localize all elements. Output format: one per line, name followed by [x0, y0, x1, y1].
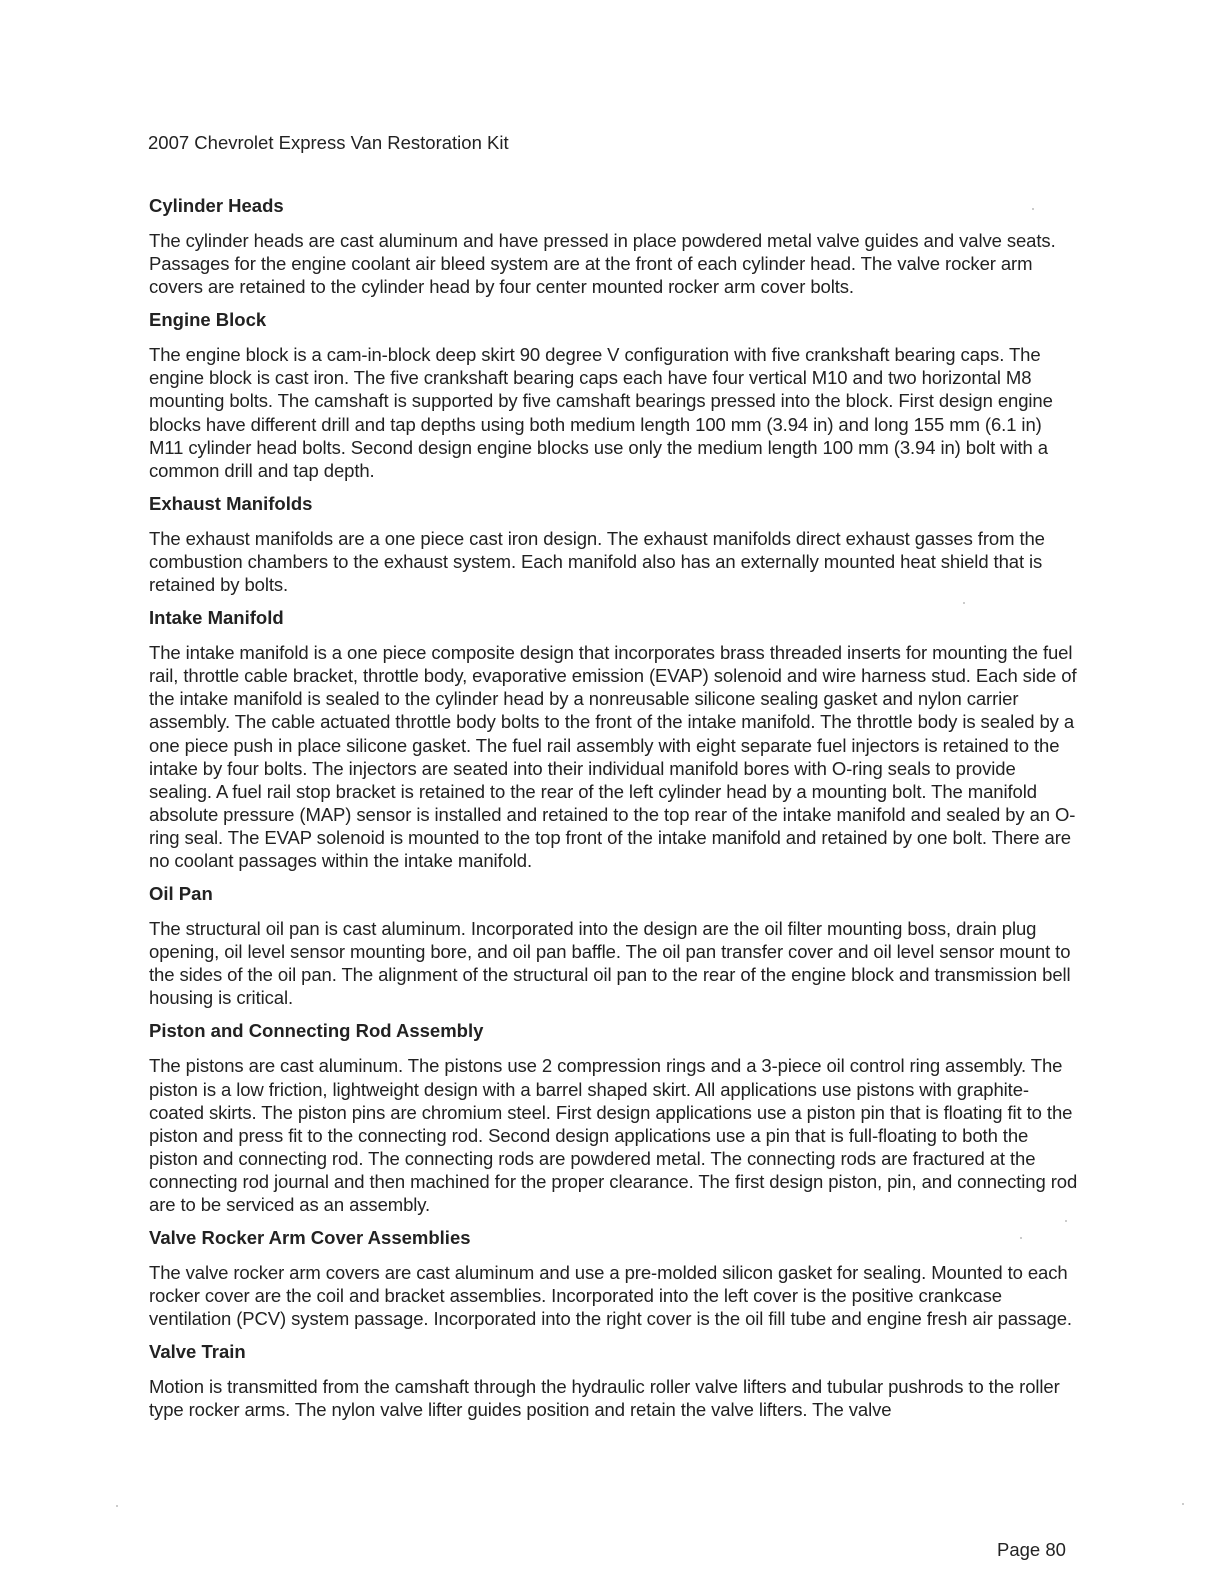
section-body: The cylinder heads are cast aluminum and have pressed in place powdered metal valve guides and valve seats. Passages for the engine coolant air bleed system are at the front of each cylinder head. The valve rocker arm covers are retained to the cylinder head by four center mounted rocker arm cover bolts. — [149, 230, 1056, 298]
section-title: Intake Manifold — [149, 607, 284, 629]
section-title: Cylinder Heads — [149, 195, 284, 216]
scan-speck — [963, 602, 965, 604]
section-title: Piston and Connecting Rod Assembly — [149, 1020, 484, 1042]
scan-speck — [1020, 1237, 1022, 1239]
scan-speck — [116, 1505, 118, 1507]
section-body: The valve rocker arm covers are cast aluminum and use a pre-molded silicon gasket for sealing. Mounted to each rocker cover are the coil and bracket assemblies. Incorporated into the left cover is the positive crankcase ventilation (PCV) system passage. Incorporated into the right cover is the oil fill tube and engine fresh air passage. — [149, 1262, 1072, 1330]
section-title: Valve Train — [149, 1341, 246, 1363]
section-valve-train — [149, 1340, 1079, 1421]
section-intake-manifold — [149, 606, 1079, 872]
section-body: The pistons are cast aluminum. The pistons use 2 compression rings and a 3-piece oil control ring assembly. The piston is a low friction, lightweight design with a barrel shaped skirt. All applications use pistons with graphite-coated skirts. The piston pins are chromium steel. First design applications use a piston pin that is floating fit to the piston and press fit to the connecting rod. Second design applications use a pin that is full-floating to both the piston and connecting rod. The connecting rods are powdered metal. The connecting rods are fractured at the connecting rod journal and then machined for the proper clearance. The first design piston, pin, and connecting rod are to be serviced as an assembly. — [149, 1055, 1078, 1215]
section-body: Motion is transmitted from the camshaft through the hydraulic roller valve lifters and tubular pushrods to the roller type rocker arms. The nylon valve lifter guides position and retain the valve lifters. The valve — [149, 1376, 1060, 1421]
section-title: Engine Block — [149, 309, 267, 331]
document-content — [149, 194, 1079, 1432]
document-header: 2007 Chevrolet Express Van Restoration Kit — [148, 132, 509, 153]
section-title: Oil Pan — [149, 883, 213, 905]
section-oil-pan — [149, 882, 1079, 1009]
scan-speck — [1065, 1220, 1067, 1222]
section-body: The structural oil pan is cast aluminum. Incorporated into the design are the oil filter mounting boss, drain plug opening, oil level sensor mounting bore, and oil pan baffle. The oil pan transfer cover and oil level sensor mount to the sides of the oil pan. The alignment of the structural oil pan to the rear of the engine block and transmission bell housing is critical. — [149, 918, 1071, 1009]
section-valve-rocker-arm-covers — [149, 1226, 1079, 1330]
scan-speck — [1182, 1503, 1184, 1505]
section-body: The intake manifold is a one piece composite design that incorporates brass threaded inserts for mounting the fuel rail, throttle cable bracket, throttle body, evaporative emission (EVAP) solenoid and wire harness stud. Each side of the intake manifold is sealed to the cylinder head by a nonreusable silicone sealing gasket and nylon carrier assembly. The cable actuated throttle body bolts to the front of the intake manifold. The throttle body is sealed by a one piece push in place silicone gasket. The fuel rail assembly with eight separate fuel injectors is retained to the intake by four bolts. The injectors are seated into their individual manifold bores with O-ring seals to provide sealing. A fuel rail stop bracket is retained to the rear of the left cylinder head by a mounting bolt. The manifold absolute pressure (MAP) sensor is installed and retained to the top rear of the intake manifold and sealed by an O-ring seal. The EVAP solenoid is mounted to the top front of the intake manifold and retained by one bolt. There are no coolant passages within the intake manifold. — [149, 642, 1077, 871]
section-title: Valve Rocker Arm Cover Assemblies — [149, 1227, 471, 1249]
section-engine-block — [149, 308, 1079, 482]
section-body: The engine block is a cam-in-block deep skirt 90 degree V configuration with five crankshaft bearing caps. The engine block is cast iron. The five crankshaft bearing caps each have four vertical M10 and two horizontal M8 mounting bolts. The camshaft is supported by five camshaft bearings pressed into the block. First design engine blocks have different drill and tap depths using both medium length 100 mm (3.94 in) and long 155 mm (6.1 in) M11 cylinder head bolts. Second design engine blocks use only the medium length 100 mm (3.94 in) bolt with a common drill and tap depth. — [149, 344, 1053, 481]
section-title: Exhaust Manifolds — [149, 492, 313, 514]
section-cylinder-heads — [149, 194, 1079, 298]
scan-speck — [1032, 208, 1034, 210]
page-number: Page 80 — [997, 1539, 1066, 1560]
section-body: The exhaust manifolds are a one piece cast iron design. The exhaust manifolds direct exhaust gasses from the combustion chambers to the exhaust system. Each manifold also has an externally mounted heat shield that is retained by bolts. — [149, 527, 1045, 596]
section-exhaust-manifolds — [149, 492, 1079, 596]
section-piston-connecting-rod — [149, 1019, 1079, 1216]
